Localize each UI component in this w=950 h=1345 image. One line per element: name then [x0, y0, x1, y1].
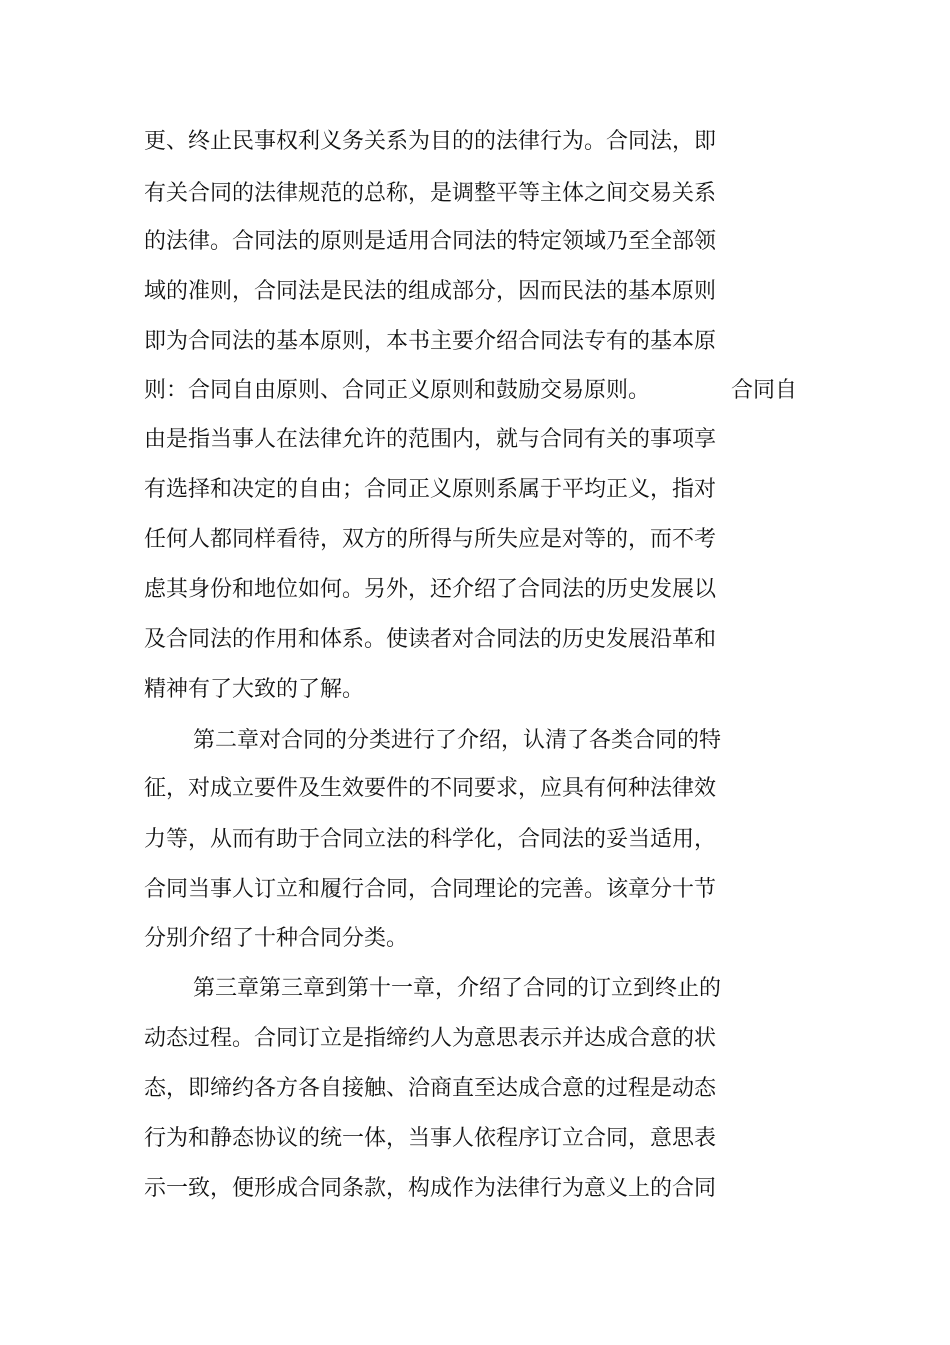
text-line-6: 则：合同自由原则、合同正义原则和鼓励交易原则。 — [144, 378, 651, 403]
paragraph-3-line-3: 态，即缔约各方各自接触、洽商直至达成合意的过程是动态 — [144, 1076, 717, 1101]
paragraph-2-line-5: 分别介绍了十种合同分类。 — [144, 926, 409, 951]
paragraph-2-line-3: 力等，从而有助于合同立法的科学化，合同法的妥当适用， — [144, 827, 717, 852]
text-line-11: 及合同法的作用和体系。使读者对合同法的历史发展沿革和 — [144, 627, 717, 652]
paragraph-3-line-4: 行为和静态协议的统一体，当事人依程序订立合同，意思表 — [144, 1126, 717, 1151]
paragraph-2-line-2: 征，对成立要件及生效要件的不同要求，应具有何种法律效 — [144, 776, 717, 801]
text-line-5: 即为合同法的基本原则，本书主要介绍合同法专有的基本原 — [144, 329, 717, 354]
text-line-2: 有关合同的法律规范的总称，是调整平等主体之间交易关系 — [144, 181, 717, 206]
paragraph-3-line-1: 第三章第三章到第十一章，介绍了合同的订立到终止的 — [193, 976, 722, 1001]
text-line-1: 更、终止民事权利义务关系为目的的法律行为。合同法，即 — [144, 129, 717, 154]
text-line-10: 虑其身份和地位如何。另外，还介绍了合同法的历史发展以 — [144, 577, 717, 602]
paragraph-2-line-4: 合同当事人订立和履行合同，合同理论的完善。该章分十节 — [144, 877, 717, 902]
text-line-8: 有选择和决定的自由；合同正义原则系属于平均正义，指对 — [144, 477, 717, 502]
text-line-6-tail: 合同自 — [731, 378, 798, 403]
text-line-7: 由是指当事人在法律允许的范围内，就与合同有关的事项享 — [144, 427, 717, 452]
paragraph-3-line-5: 示一致，便形成合同条款，构成作为法律行为意义上的合同 — [144, 1176, 717, 1201]
text-line-9: 任何人都同样看待，双方的所得与所失应是对等的，而不考 — [144, 527, 717, 552]
text-line-12: 精神有了大致的了解。 — [144, 677, 365, 702]
text-line-4: 域的准则，合同法是民法的组成部分，因而民法的基本原则 — [144, 279, 717, 304]
text-line-3: 的法律。合同法的原则是适用合同法的特定领域乃至全部领 — [144, 229, 717, 254]
paragraph-3-line-2: 动态过程。合同订立是指缔约人为意思表示并达成合意的状 — [144, 1026, 717, 1051]
paragraph-2-line-1: 第二章对合同的分类进行了介绍，认清了各类合同的特 — [193, 728, 722, 753]
